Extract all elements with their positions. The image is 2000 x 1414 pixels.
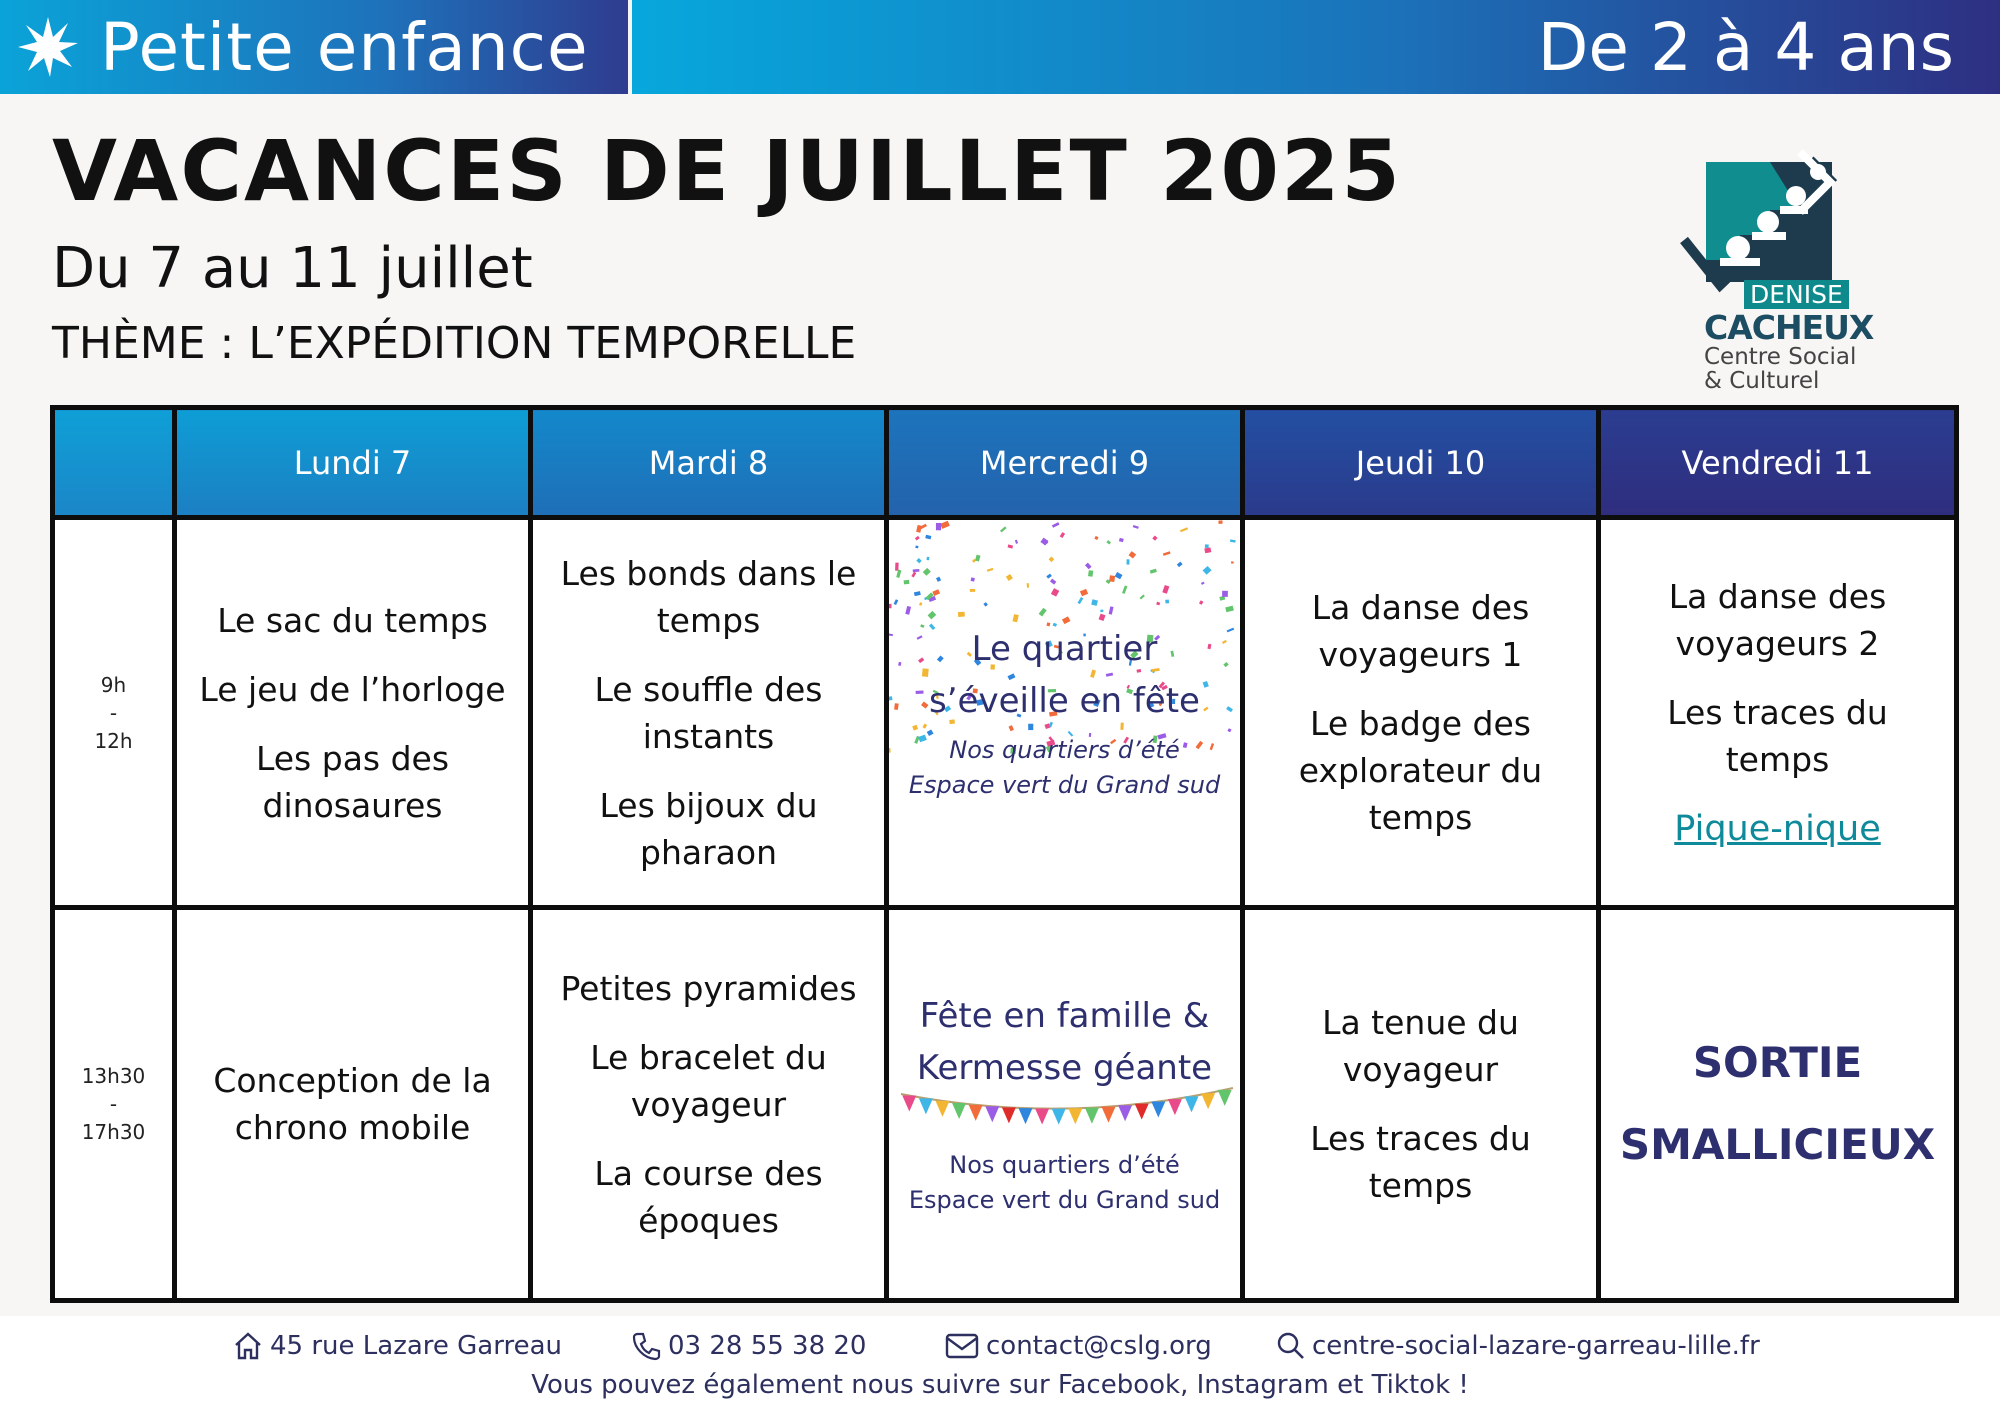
activity: La danse des voyageurs 2 <box>1668 576 1887 663</box>
confetti-piece <box>987 568 994 572</box>
event-title: Le quartier s’éveille en fête <box>929 628 1200 721</box>
activity: Conception de la chrono mobile <box>213 1061 492 1147</box>
footer <box>0 1316 2000 1414</box>
confetti-piece <box>896 570 901 578</box>
bunting-flag <box>902 1096 916 1112</box>
confetti-piece <box>1177 562 1183 568</box>
event-subtitle: Nos quartiers d’été <box>949 735 1180 764</box>
bunting-flag <box>1002 1107 1016 1123</box>
confetti-piece <box>1000 526 1007 532</box>
bunting-decoration <box>899 1086 1235 1142</box>
day-header-vendredi: Vendredi 11 <box>1599 408 1957 518</box>
section-title: Petite enfance <box>100 8 589 86</box>
confetti-piece <box>1204 547 1211 553</box>
confetti-piece <box>1109 606 1114 614</box>
confetti-piece <box>923 568 931 576</box>
bunting-flag <box>985 1106 999 1122</box>
confetti-piece <box>1094 536 1098 540</box>
slot-start: 13h30 <box>81 1064 146 1088</box>
cell-vendredi-morning <box>1599 518 1957 908</box>
slot-sep: - <box>109 700 118 725</box>
mail-icon <box>944 1330 980 1362</box>
bunting-flag <box>1052 1109 1066 1125</box>
bunting-flag <box>1085 1108 1099 1124</box>
confetti-piece <box>1049 556 1055 562</box>
confetti-piece <box>895 563 899 571</box>
confetti-piece <box>1015 540 1018 544</box>
confetti-piece <box>1077 597 1083 604</box>
cell-mercredi-afternoon <box>887 908 1243 1301</box>
confetti-piece <box>1165 600 1169 604</box>
confetti-piece <box>1162 585 1169 594</box>
activity: La danse des voyageurs 1 <box>1311 588 1530 674</box>
cell-lundi-afternoon <box>175 908 531 1301</box>
confetti-piece <box>1119 538 1124 542</box>
logo-line-4: & Culturel <box>1704 368 1820 394</box>
cell-mardi-morning <box>531 518 887 908</box>
header-banner-right <box>632 0 2000 94</box>
activity: Les pas des dinosaures <box>255 738 450 825</box>
confetti-piece <box>1133 525 1139 529</box>
footer-website[interactable] <box>1276 1330 1760 1362</box>
activity: Le souffle des instants <box>594 669 823 756</box>
confetti-piece <box>1218 520 1222 523</box>
day-header-lundi: Lundi 7 <box>175 408 531 518</box>
activity: Les bijoux du pharaon <box>599 785 818 872</box>
confetti-piece <box>1039 608 1047 617</box>
table-row-morning <box>53 518 1957 908</box>
confetti-piece <box>1150 569 1157 574</box>
confetti-piece <box>1127 559 1130 564</box>
confetti-piece <box>1205 544 1209 548</box>
bunting-flag <box>1168 1099 1182 1115</box>
cell-jeudi-morning <box>1243 518 1599 908</box>
schedule-table <box>50 405 1959 1303</box>
logo-line-1: DENISE <box>1744 280 1849 309</box>
bunting-flag <box>1151 1102 1165 1118</box>
logo-line-3: Centre Social <box>1704 344 1857 370</box>
activity: Le badge des explorateur du temps <box>1298 704 1543 837</box>
outing-label: SORTIE <box>1692 1038 1863 1087</box>
bunting-flag <box>1135 1104 1149 1120</box>
confetti-piece <box>1051 588 1059 597</box>
confetti-piece <box>894 703 899 710</box>
confetti-piece <box>1115 572 1123 579</box>
confetti-piece <box>1230 539 1236 542</box>
confetti-piece <box>1225 606 1234 613</box>
confetti-piece <box>911 572 916 578</box>
confetti-piece <box>1052 522 1060 528</box>
confetti-piece <box>913 569 920 572</box>
footer-address <box>232 1330 562 1362</box>
confetti-piece <box>915 536 920 541</box>
confetti-piece <box>925 535 931 540</box>
activity: Les traces du temps <box>1667 692 1888 779</box>
confetti-piece <box>904 580 910 585</box>
confetti-piece <box>1091 599 1098 606</box>
star-burst-icon <box>16 15 80 79</box>
confetti-piece <box>1060 532 1065 538</box>
confetti-piece <box>1008 544 1014 548</box>
confetti-piece <box>958 612 965 617</box>
slot-start: 9h <box>100 672 127 697</box>
bunting-flag <box>936 1101 950 1117</box>
confetti-piece <box>916 558 921 563</box>
slot-end: 17h30 <box>81 1120 146 1144</box>
confetti-piece <box>1199 600 1203 605</box>
bunting-flag <box>952 1103 966 1119</box>
confetti-piece <box>1027 583 1029 588</box>
confetti-piece <box>894 599 899 605</box>
confetti-piece <box>1163 551 1171 556</box>
footer-phone[interactable] <box>630 1330 866 1362</box>
bunting-flag <box>1201 1093 1215 1109</box>
header-empty-cell <box>53 408 175 518</box>
cell-jeudi-afternoon <box>1243 908 1599 1301</box>
confetti-piece <box>1099 614 1106 621</box>
confetti-piece <box>905 606 911 615</box>
theme-label: THÈME : L’EXPÉDITION TEMPORELLE <box>52 318 857 369</box>
confetti-piece <box>1100 610 1103 613</box>
picnic-link[interactable]: Pique-nique <box>1674 808 1881 849</box>
age-range: De 2 à 4 ans <box>1537 8 1954 86</box>
bunting-flag <box>969 1105 983 1121</box>
confetti-piece <box>919 602 923 606</box>
bunting-flag <box>1019 1108 1033 1124</box>
confetti-piece <box>889 748 891 753</box>
confetti-piece <box>971 577 975 581</box>
confetti-piece <box>1231 561 1234 563</box>
day-header-mardi: Mardi 8 <box>531 408 887 518</box>
day-header-jeudi: Jeudi 10 <box>1243 408 1599 518</box>
confetti-piece <box>983 602 987 606</box>
confetti-piece <box>1080 589 1088 596</box>
confetti-piece <box>936 577 941 582</box>
confetti-piece <box>1088 570 1093 577</box>
table-row-afternoon <box>53 908 1957 1301</box>
email-text: contact@cslg.org <box>986 1331 1212 1361</box>
activity: La tenue du voyageur <box>1322 1003 1519 1089</box>
outing-destination: SMALLICIEUX <box>1619 1120 1936 1169</box>
confetti-piece <box>1109 575 1115 582</box>
cell-lundi-morning <box>175 518 531 908</box>
confetti-piece <box>1040 538 1048 546</box>
confetti-piece <box>1201 582 1205 585</box>
confetti-piece <box>920 524 927 530</box>
table-header-row <box>53 408 1957 518</box>
confetti-piece <box>1140 595 1145 600</box>
confetti-piece <box>889 604 892 608</box>
social-text: Vous pouvez également nous suivre sur Facebook, Instagram et Tiktok ! <box>531 1370 1469 1400</box>
confetti-piece <box>1222 591 1228 597</box>
bunting-flag <box>919 1098 933 1114</box>
event-subtitle: Nos quartiers d’été <box>949 1151 1180 1179</box>
bunting-flag <box>1185 1096 1199 1112</box>
logo <box>1680 140 1874 400</box>
confetti-piece <box>1156 602 1160 606</box>
confetti-piece <box>1203 566 1212 575</box>
event-location: Espace vert du Grand sud <box>908 770 1221 799</box>
confetti-piece <box>927 557 930 560</box>
header-banner-left <box>0 0 628 94</box>
cell-mercredi-morning <box>887 518 1243 908</box>
time-slot-morning <box>53 518 175 908</box>
search-icon <box>1276 1330 1306 1362</box>
confetti-piece <box>1180 527 1188 532</box>
confetti-piece <box>928 611 937 619</box>
activity: Le jeu de l’horloge <box>199 669 506 709</box>
confetti-piece <box>1046 574 1052 579</box>
confetti-piece <box>1152 536 1157 541</box>
confetti-piece <box>914 591 921 596</box>
event-location: Espace vert du Grand sud <box>908 1186 1221 1214</box>
cell-mardi-afternoon <box>531 908 887 1301</box>
phone-icon <box>630 1330 662 1362</box>
confetti-piece <box>1012 614 1018 622</box>
confetti-piece <box>889 696 892 701</box>
confetti-piece <box>915 546 918 549</box>
day-header-mercredi: Mercredi 9 <box>887 408 1243 518</box>
page-title: VACANCES DE JUILLET 2025 <box>52 122 1402 220</box>
activity: Le bracelet du voyageur <box>590 1037 827 1124</box>
time-slot-afternoon <box>53 908 175 1301</box>
bunting-flag <box>1118 1105 1132 1121</box>
activity: Les bonds dans le temps <box>560 553 857 640</box>
footer-email[interactable] <box>944 1330 1212 1362</box>
event-title: Fête en famille & Kermesse géante <box>916 996 1213 1088</box>
logo-line-2: CACHEUX <box>1704 308 1874 347</box>
confetti-piece <box>940 521 950 529</box>
activity: La course des époques <box>594 1153 823 1240</box>
website-text: centre-social-lazare-garreau-lille.fr <box>1312 1331 1760 1361</box>
bunting-flag <box>1068 1108 1082 1124</box>
bunting-flag <box>1102 1107 1116 1123</box>
confetti-piece <box>970 589 975 592</box>
cell-vendredi-afternoon <box>1599 908 1957 1301</box>
logo-graphic <box>1680 140 1860 300</box>
date-range: Du 7 au 11 juillet <box>52 236 533 301</box>
confetti-piece <box>1050 579 1056 585</box>
home-icon <box>232 1330 264 1362</box>
slot-sep: - <box>109 1092 118 1116</box>
activity: Petites pyramides <box>560 968 857 1008</box>
confetti-piece <box>889 634 893 637</box>
confetti-piece <box>1085 563 1092 570</box>
activity: Le sac du temps <box>217 600 488 640</box>
confetti-piece <box>1129 551 1137 558</box>
slot-end: 12h <box>94 728 133 753</box>
bunting-flag <box>1035 1109 1049 1125</box>
confetti-piece <box>1006 574 1013 581</box>
address-text: 45 rue Lazare Garreau <box>270 1331 562 1361</box>
confetti-piece <box>936 523 941 530</box>
phone-text: 03 28 55 38 20 <box>668 1331 867 1361</box>
activity: Les traces du temps <box>1310 1119 1531 1205</box>
confetti-piece <box>975 555 981 562</box>
confetti-piece <box>1106 540 1111 544</box>
confetti-piece <box>1122 585 1127 593</box>
